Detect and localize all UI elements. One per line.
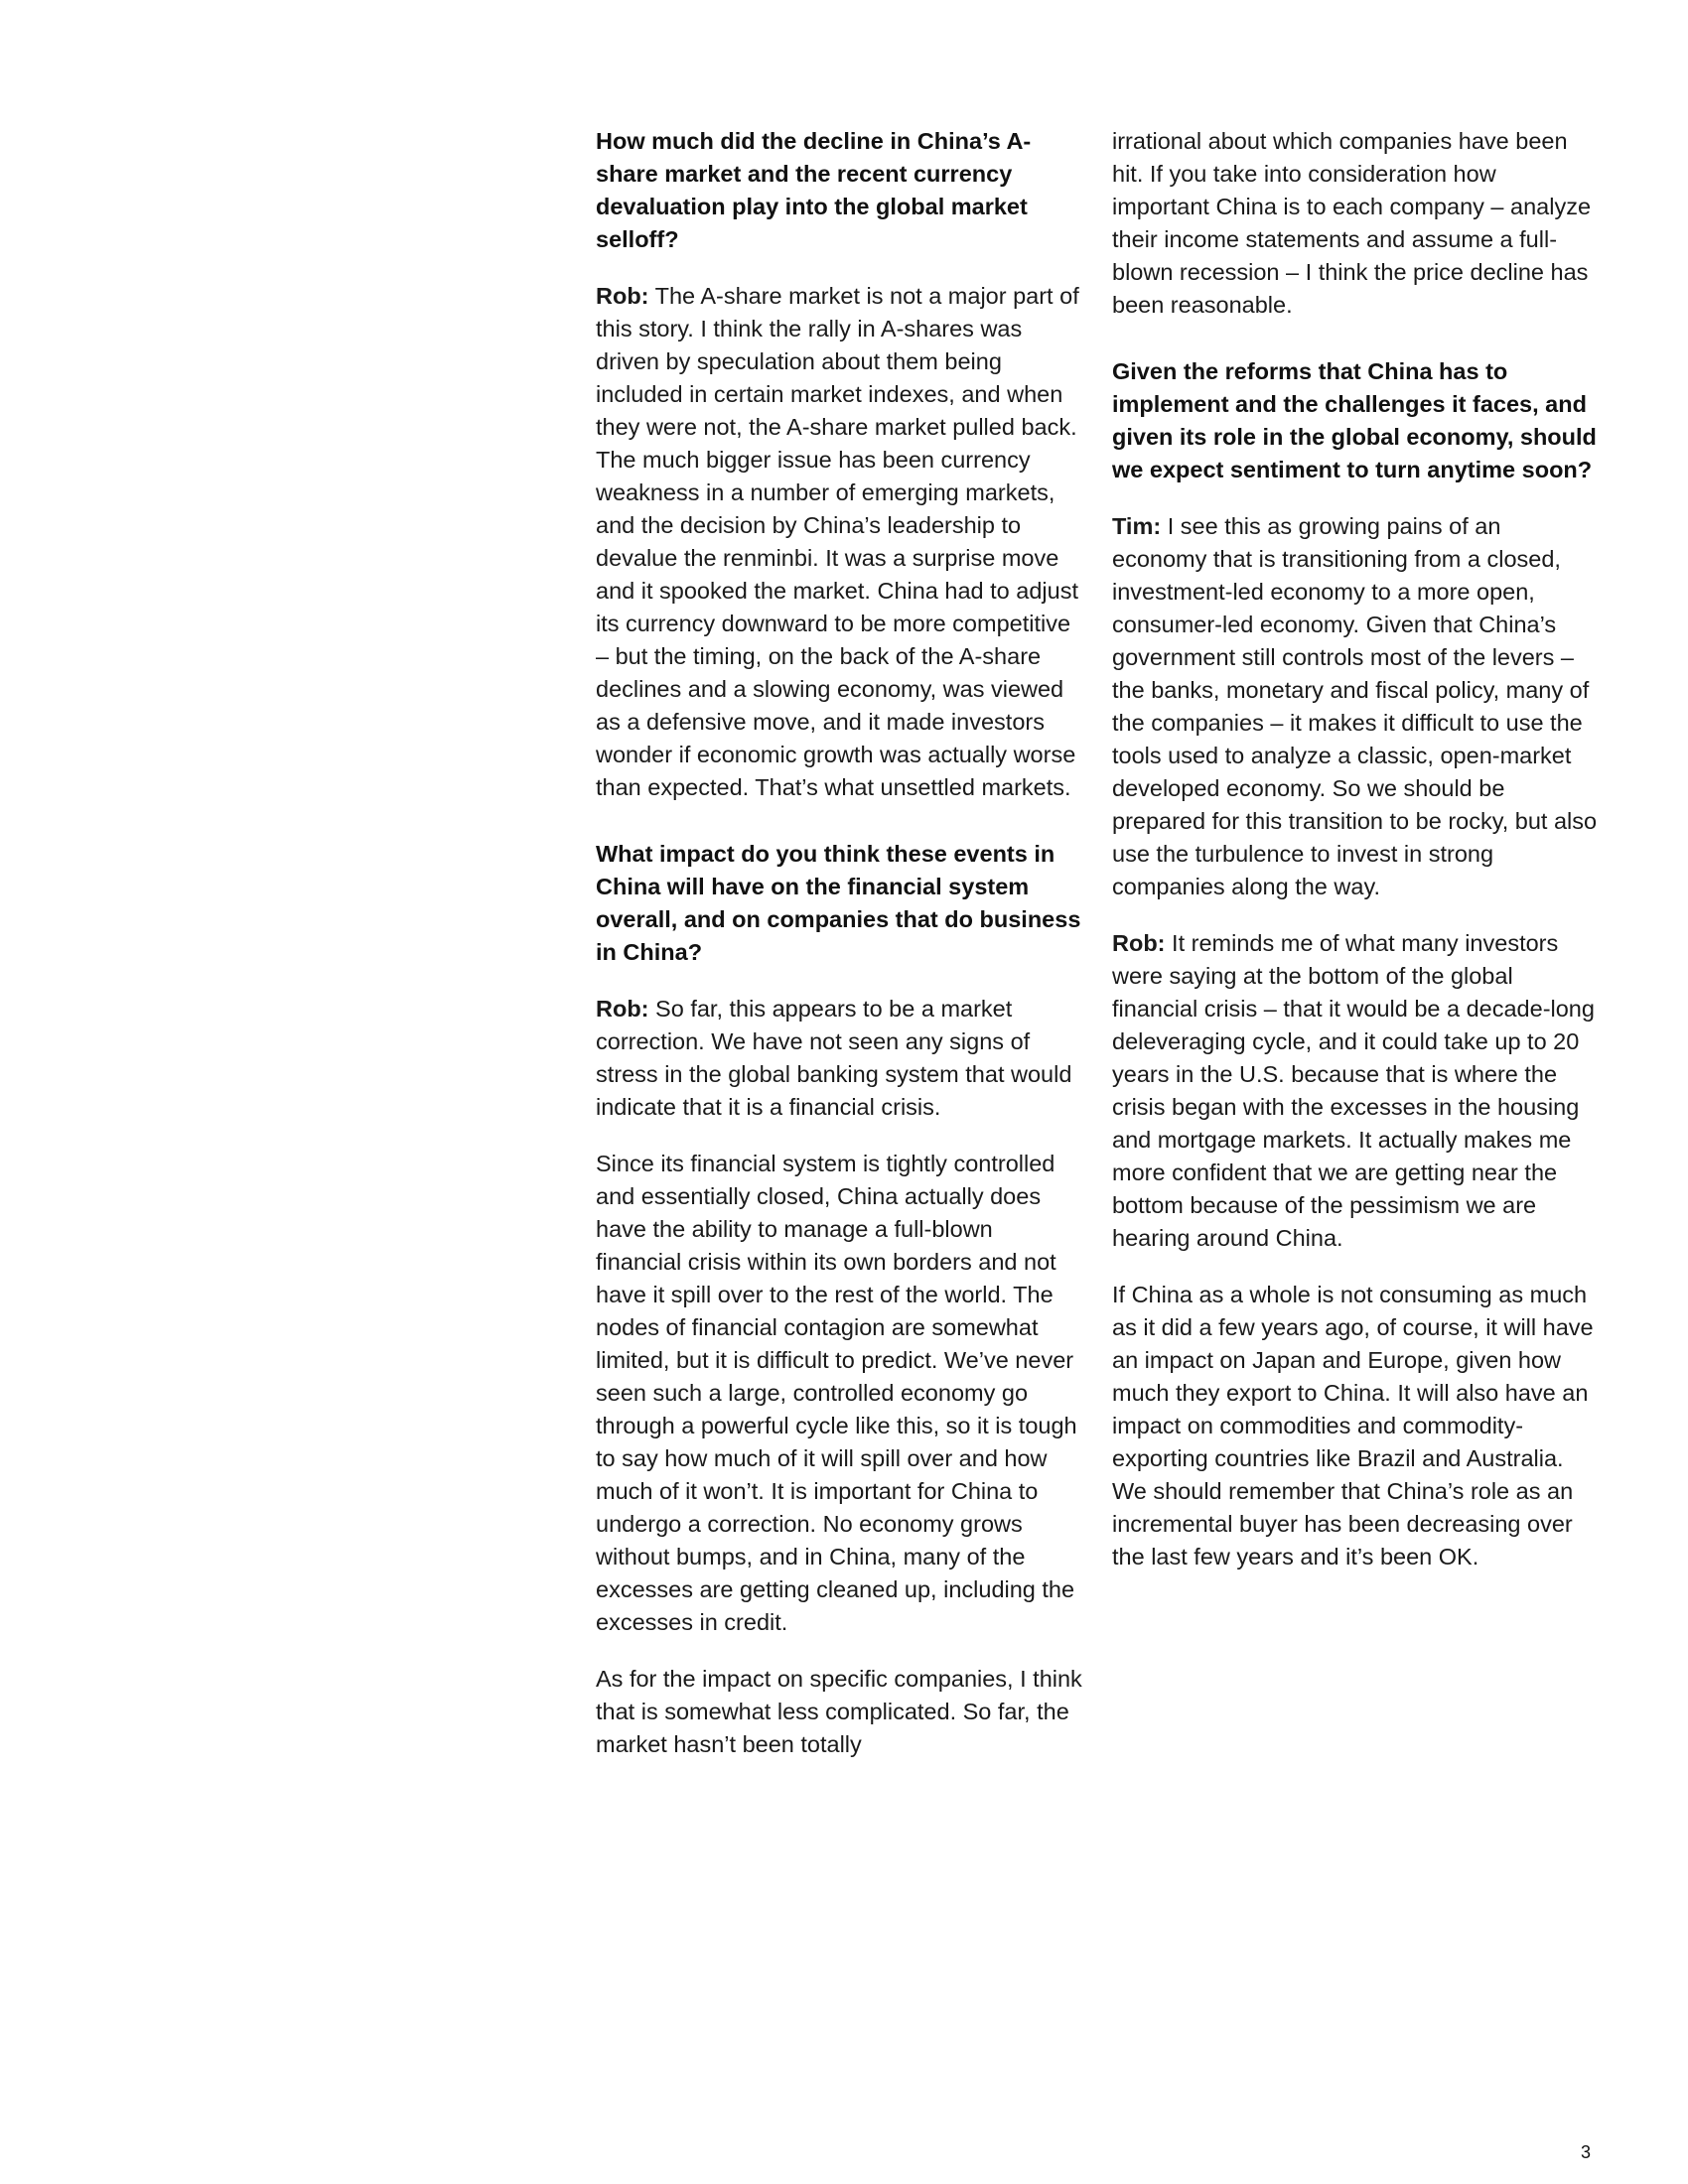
speaker-label: Rob: — [596, 283, 649, 309]
body-paragraph: irrational about which companies have been hit. If you take into consideration how important China is to each company – analyze their income statements and assume a full-blown recession – I think the price decline has been reasonable. — [1112, 128, 1592, 318]
answer-paragraph — [1112, 510, 1599, 903]
speaker-label: Rob: — [596, 996, 649, 1022]
question-heading: What impact do you think these events in China will have on the financial system overall, and on companies that do business in China? — [596, 841, 1081, 965]
answer-paragraph — [596, 280, 1082, 804]
left-column — [596, 125, 1082, 1785]
speaker-label: Rob: — [1112, 930, 1166, 956]
right-column — [1112, 125, 1599, 1597]
body-paragraph: If China as a whole is not consuming as much as it did a few years ago, of course, it will have an impact on Japan and Europe, given how much they export to China. It will also have an impact on commodities and commodity-exporting countries like Brazil and Australia. We should remember that China’s role as an incremental buyer has been decreasing over the last few years and it’s been OK. — [1112, 1282, 1594, 1570]
answer-text: So far, this appears to be a market correction. We have not seen any signs of stress in the global banking system that would indicate that it is a financial crisis. — [596, 996, 1072, 1120]
question-heading: Given the reforms that China has to implement and the challenges it faces, and given its role in the global economy, should we expect sentiment to turn anytime soon? — [1112, 358, 1597, 482]
answer-text: The A-share market is not a major part of this story. I think the rally in A-shares was driven by speculation about them being included in certain market indexes, and when they were not, the A-share market pulled back. The much bigger issue has been currency weakness in a number of emerging markets, and the decision by China’s leadership to devalue the renminbi. It was a surprise move and it spooked the market. China had to adjust its currency downward to be more competitive – but the timing, on the back of the A-share declines and a slowing economy, was viewed as a defensive move, and it made investors wonder if economic growth was actually worse than expected. That’s what unsettled markets. — [596, 283, 1079, 800]
speaker-label: Tim: — [1112, 513, 1162, 539]
answer-text: I see this as growing pains of an economy that is transitioning from a closed, investment-led economy to a more open, consumer-led economy. Given that China’s government still controls most of the levers – the banks, monetary and fiscal policy, many of the companies – it makes it difficult to use the tools used to analyze a classic, open-market developed economy. So we should be prepared for this transition to be rocky, but also use the turbulence to invest in strong companies along the way. — [1112, 513, 1598, 899]
answer-paragraph — [596, 993, 1082, 1124]
body-paragraph: Since its financial system is tightly controlled and essentially closed, China actually does have the ability to manage a full-blown financial crisis within its own borders and not have it spill over to the rest of the world. The nodes of financial contagion are somewhat limited, but it is difficult to predict. We’ve never seen such a large, controlled economy go through a powerful cycle like this, so it is tough to say how much of it will spill over and how much of it won’t. It is important for China to undergo a correction. No economy grows without bumps, and in China, many of the excesses are getting cleaned up, including the excesses in credit. — [596, 1151, 1077, 1635]
question-heading: How much did the decline in China’s A-share market and the recent currency devaluation play into the global market selloff? — [596, 128, 1032, 252]
page-number: 3 — [1581, 2142, 1592, 2162]
body-paragraph: As for the impact on specific companies, I think that is somewhat less complicated. So far, the market hasn’t been totally — [596, 1666, 1082, 1757]
answer-paragraph — [1112, 927, 1599, 1255]
answer-text: It reminds me of what many investors were saying at the bottom of the global financial crisis – that it would be a decade-long deleveraging cycle, and it could take up to 20 years in the U.S. because that is where the crisis began with the excesses in the housing and mortgage markets. It actually makes me more confident that we are getting near the bottom because of the pessimism we are hearing around China. — [1112, 930, 1595, 1251]
